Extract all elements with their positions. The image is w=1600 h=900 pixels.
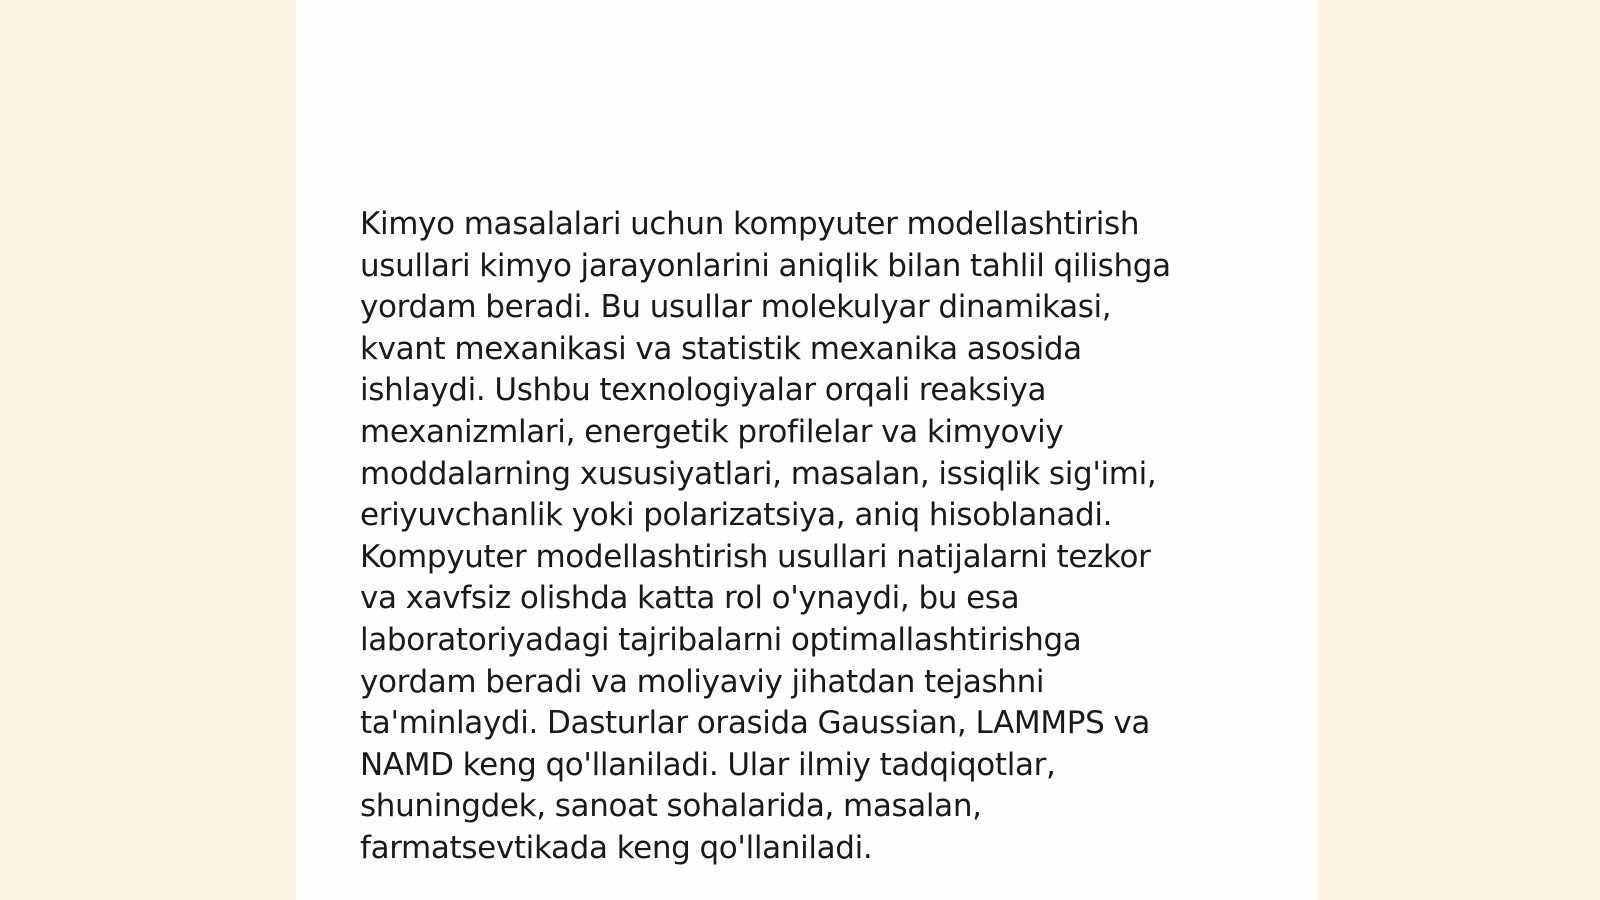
paragraph-line: eriyuvchanlik yoki polarizatsiya, aniq hisoblanadi. [360, 497, 1113, 534]
left-margin [0, 0, 296, 900]
paragraph-line: kvant mexanikasi va statistik mexanika asosida [360, 330, 1082, 367]
paragraph-line: yordam beradi. Bu usullar molekulyar dinamikasi, [360, 289, 1112, 326]
paragraph-line: ishlaydi. Ushbu texnologiyalar orqali reaksiya [360, 372, 1047, 409]
paragraph-line: va xavfsiz olishda katta rol o'ynaydi, bu esa [360, 580, 1020, 617]
body-paragraph [360, 204, 1240, 870]
paragraph-line: shuningdek, sanoat sohalarida, masalan, [360, 788, 982, 825]
paragraph-line: NAMD keng qo'llaniladi. Ular ilmiy tadqiqotlar, [360, 746, 1056, 783]
paragraph-line: moddalarning xususiyatlari, masalan, issiqlik sig'imi, [360, 455, 1157, 492]
right-margin [1318, 0, 1600, 900]
paragraph-line: usullari kimyo jarayonlarini aniqlik bilan tahlil qilishga [360, 247, 1171, 284]
paragraph-line: farmatsevtikada keng qo'llaniladi. [360, 829, 873, 866]
paragraph-line: Kimyo masalalari uchun kompyuter modellashtirish [360, 206, 1140, 242]
paragraph-line: laboratoriyadagi tajribalarni optimallashtirishga [360, 621, 1082, 658]
paragraph-line: mexanizmlari, energetik profilelar va kimyoviy [360, 413, 1064, 450]
paragraph-line: ta'minlaydi. Dasturlar orasida Gaussian, LAMMPS va [360, 705, 1151, 742]
paragraph-line: Kompyuter modellashtirish usullari natijalarni tezkor [360, 538, 1151, 575]
paragraph-line: yordam beradi va moliyaviy jihatdan tejashni [360, 663, 1045, 700]
